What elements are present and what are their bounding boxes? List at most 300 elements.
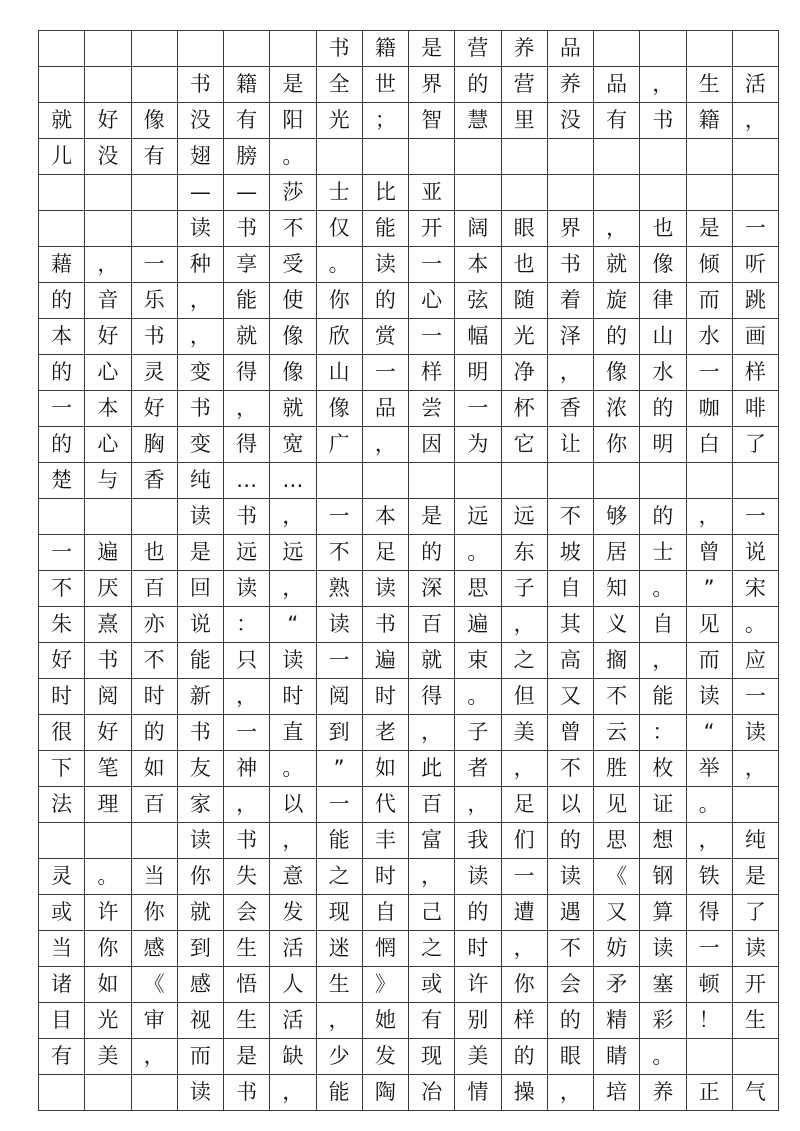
grid-cell-character: 与 bbox=[85, 463, 131, 499]
grid-cell-character: 自 bbox=[362, 895, 408, 931]
grid-cell-character: 读 bbox=[177, 823, 223, 859]
grid-cell-empty bbox=[85, 1075, 131, 1111]
grid-cell-character: 很 bbox=[39, 715, 85, 751]
grid-cell-character: ， bbox=[409, 715, 455, 751]
grid-cell-character: 书 bbox=[224, 823, 270, 859]
grid-cell-character: 没 bbox=[85, 139, 131, 175]
grid-cell-character: 营 bbox=[455, 31, 501, 67]
grid-cell-character: 士 bbox=[640, 535, 686, 571]
grid-cell-empty bbox=[501, 175, 547, 211]
grid-cell-character: 使 bbox=[270, 283, 316, 319]
grid-cell-character: 读 bbox=[224, 571, 270, 607]
grid-cell-character: 到 bbox=[177, 931, 223, 967]
grid-cell-empty bbox=[85, 499, 131, 535]
grid-cell-character: 发 bbox=[270, 895, 316, 931]
grid-cell-character: 欣 bbox=[316, 319, 362, 355]
grid-row bbox=[39, 391, 779, 427]
grid-cell-character: 本 bbox=[362, 499, 408, 535]
grid-cell-character: 或 bbox=[409, 967, 455, 1003]
grid-cell-character: 厌 bbox=[85, 571, 131, 607]
grid-cell-character: 阔 bbox=[455, 211, 501, 247]
grid-row bbox=[39, 535, 779, 571]
grid-cell-character: 像 bbox=[594, 355, 640, 391]
grid-cell-character: 应 bbox=[732, 643, 778, 679]
grid-cell-empty bbox=[85, 67, 131, 103]
grid-cell-character: ； bbox=[362, 103, 408, 139]
grid-cell-character: 一 bbox=[39, 535, 85, 571]
grid-cell-character: 像 bbox=[131, 103, 177, 139]
grid-cell-empty bbox=[594, 175, 640, 211]
grid-cell-character: 如 bbox=[131, 751, 177, 787]
grid-row bbox=[39, 715, 779, 751]
grid-cell-character: 感 bbox=[131, 931, 177, 967]
grid-cell-character: 新 bbox=[177, 679, 223, 715]
grid-cell-empty bbox=[177, 31, 223, 67]
grid-cell-character: 水 bbox=[686, 319, 732, 355]
grid-cell-character: 眼 bbox=[501, 211, 547, 247]
grid-cell-character: 心 bbox=[409, 283, 455, 319]
grid-cell-character: 举 bbox=[686, 751, 732, 787]
grid-cell-character: 好 bbox=[131, 391, 177, 427]
grid-cell-character: 律 bbox=[640, 283, 686, 319]
grid-cell-character: 不 bbox=[39, 571, 85, 607]
grid-cell-character: “ bbox=[270, 607, 316, 643]
grid-cell-character: 笔 bbox=[85, 751, 131, 787]
grid-cell-character: 书 bbox=[316, 31, 362, 67]
grid-cell-character: 其 bbox=[547, 607, 593, 643]
grid-cell-character: 一 bbox=[455, 391, 501, 427]
grid-cell-character: 许 bbox=[455, 967, 501, 1003]
grid-row bbox=[39, 967, 779, 1003]
grid-cell-character: 一 bbox=[316, 643, 362, 679]
grid-cell-character: 水 bbox=[640, 355, 686, 391]
grid-cell-character: 一 bbox=[316, 787, 362, 823]
grid-cell-character: 遍 bbox=[455, 607, 501, 643]
grid-row bbox=[39, 931, 779, 967]
grid-cell-empty bbox=[39, 67, 85, 103]
grid-cell-character: 一 bbox=[732, 211, 778, 247]
grid-cell-character: 美 bbox=[85, 1039, 131, 1075]
grid-cell-character: ， bbox=[455, 787, 501, 823]
grid-cell-character: 的 bbox=[39, 355, 85, 391]
grid-cell-character: 读 bbox=[640, 931, 686, 967]
grid-cell-empty bbox=[131, 823, 177, 859]
grid-cell-character: 如 bbox=[85, 967, 131, 1003]
grid-cell-character: 坡 bbox=[547, 535, 593, 571]
grid-cell-character: 诸 bbox=[39, 967, 85, 1003]
grid-cell-character: 像 bbox=[270, 355, 316, 391]
grid-cell-character: 明 bbox=[455, 355, 501, 391]
grid-cell-character: 读 bbox=[177, 499, 223, 535]
grid-cell-character: 宽 bbox=[270, 427, 316, 463]
grid-cell-character: 友 bbox=[177, 751, 223, 787]
grid-cell-character: 样 bbox=[501, 1003, 547, 1039]
grid-cell-character: 意 bbox=[270, 859, 316, 895]
grid-cell-character: 代 bbox=[362, 787, 408, 823]
grid-cell-character: 书 bbox=[547, 247, 593, 283]
grid-cell-character: ， bbox=[224, 679, 270, 715]
grid-cell-character: 远 bbox=[455, 499, 501, 535]
grid-cell-character: 曾 bbox=[547, 715, 593, 751]
grid-cell-character: 东 bbox=[501, 535, 547, 571]
grid-cell-character: 云 bbox=[594, 715, 640, 751]
grid-cell-character: 矛 bbox=[594, 967, 640, 1003]
grid-cell-empty bbox=[131, 499, 177, 535]
grid-cell-empty bbox=[39, 175, 85, 211]
grid-cell-character: 浓 bbox=[594, 391, 640, 427]
grid-cell-character: 审 bbox=[131, 1003, 177, 1039]
grid-row bbox=[39, 319, 779, 355]
grid-cell-empty bbox=[131, 175, 177, 211]
grid-cell-empty bbox=[316, 139, 362, 175]
grid-cell-character: 全 bbox=[316, 67, 362, 103]
grid-cell-character: 胸 bbox=[131, 427, 177, 463]
grid-cell-character: ： bbox=[640, 715, 686, 751]
grid-row bbox=[39, 823, 779, 859]
grid-cell-character: 阅 bbox=[316, 679, 362, 715]
grid-cell-character: 。 bbox=[640, 571, 686, 607]
grid-cell-character: — bbox=[224, 175, 270, 211]
grid-cell-character: 书 bbox=[224, 499, 270, 535]
grid-cell-character: 读 bbox=[732, 715, 778, 751]
grid-cell-character: 塞 bbox=[640, 967, 686, 1003]
grid-cell-character: — bbox=[177, 175, 223, 211]
grid-cell-character: 己 bbox=[409, 895, 455, 931]
grid-cell-character: 了 bbox=[732, 427, 778, 463]
grid-cell-character: 比 bbox=[362, 175, 408, 211]
grid-row bbox=[39, 139, 779, 175]
grid-cell-character: 一 bbox=[501, 859, 547, 895]
grid-cell-character: 本 bbox=[85, 391, 131, 427]
grid-cell-character: 遍 bbox=[362, 643, 408, 679]
grid-cell-character: 足 bbox=[501, 787, 547, 823]
grid-cell-character: 因 bbox=[409, 427, 455, 463]
grid-cell-character: 享 bbox=[224, 247, 270, 283]
grid-cell-character: 净 bbox=[501, 355, 547, 391]
grid-cell-character: 宋 bbox=[732, 571, 778, 607]
grid-cell-character: 精 bbox=[594, 1003, 640, 1039]
grid-cell-character: 不 bbox=[547, 931, 593, 967]
grid-cell-character: 你 bbox=[85, 931, 131, 967]
grid-cell-character: ， bbox=[270, 571, 316, 607]
grid-cell-character: ， bbox=[594, 211, 640, 247]
grid-cell-character: 你 bbox=[501, 967, 547, 1003]
grid-cell-character: 钢 bbox=[640, 859, 686, 895]
grid-cell-empty bbox=[455, 139, 501, 175]
grid-cell-character: 咖 bbox=[686, 391, 732, 427]
grid-cell-character: 弦 bbox=[455, 283, 501, 319]
grid-cell-character: 光 bbox=[316, 103, 362, 139]
grid-cell-character: 你 bbox=[131, 895, 177, 931]
grid-cell-empty bbox=[547, 139, 593, 175]
grid-cell-character: 发 bbox=[362, 1039, 408, 1075]
grid-cell-character: 时 bbox=[362, 859, 408, 895]
grid-cell-character: 又 bbox=[594, 895, 640, 931]
grid-cell-character: 杯 bbox=[501, 391, 547, 427]
grid-cell-character: 受 bbox=[270, 247, 316, 283]
grid-cell-character: 有 bbox=[224, 103, 270, 139]
grid-cell-character: 老 bbox=[362, 715, 408, 751]
grid-cell-character: 目 bbox=[39, 1003, 85, 1039]
grid-cell-character: 能 bbox=[640, 679, 686, 715]
grid-cell-character: 有 bbox=[594, 103, 640, 139]
grid-cell-character: 光 bbox=[85, 1003, 131, 1039]
grid-cell-character: 的 bbox=[547, 1003, 593, 1039]
grid-cell-empty bbox=[131, 211, 177, 247]
grid-cell-character: ， bbox=[640, 67, 686, 103]
grid-cell-empty bbox=[732, 463, 778, 499]
grid-cell-character: 自 bbox=[547, 571, 593, 607]
grid-cell-character: 养 bbox=[501, 31, 547, 67]
grid-cell-character: 得 bbox=[224, 427, 270, 463]
grid-cell-character: 籍 bbox=[224, 67, 270, 103]
grid-cell-character: 睛 bbox=[594, 1039, 640, 1075]
grid-cell-character: 的 bbox=[455, 895, 501, 931]
grid-cell-character: 富 bbox=[409, 823, 455, 859]
grid-cell-character: 生 bbox=[732, 1003, 778, 1039]
grid-cell-character: 一 bbox=[732, 499, 778, 535]
grid-cell-character: 朱 bbox=[39, 607, 85, 643]
grid-cell-character: 义 bbox=[594, 607, 640, 643]
grid-cell-character: 时 bbox=[131, 679, 177, 715]
grid-cell-character: 能 bbox=[177, 643, 223, 679]
grid-cell-empty bbox=[686, 463, 732, 499]
grid-cell-character: 籍 bbox=[686, 103, 732, 139]
grid-cell-character: 》 bbox=[362, 967, 408, 1003]
grid-cell-empty bbox=[362, 463, 408, 499]
grid-cell-character: 营 bbox=[501, 67, 547, 103]
grid-cell-character: 楚 bbox=[39, 463, 85, 499]
grid-cell-character: 一 bbox=[131, 247, 177, 283]
grid-cell-character: 亦 bbox=[131, 607, 177, 643]
grid-cell-character: 百 bbox=[409, 607, 455, 643]
grid-cell-character: 变 bbox=[177, 427, 223, 463]
grid-cell-character: 失 bbox=[224, 859, 270, 895]
grid-cell-character: 读 bbox=[177, 1075, 223, 1111]
grid-cell-character: 慧 bbox=[455, 103, 501, 139]
grid-cell-empty bbox=[409, 463, 455, 499]
grid-row bbox=[39, 1039, 779, 1075]
grid-cell-character: ” bbox=[686, 571, 732, 607]
grid-cell-character: 心 bbox=[85, 355, 131, 391]
grid-cell-character: 明 bbox=[640, 427, 686, 463]
grid-row bbox=[39, 1003, 779, 1039]
grid-cell-character: 活 bbox=[270, 931, 316, 967]
grid-cell-character: 的 bbox=[131, 715, 177, 751]
grid-cell-character: 子 bbox=[455, 715, 501, 751]
grid-cell-empty bbox=[640, 175, 686, 211]
grid-cell-empty bbox=[732, 787, 778, 823]
grid-cell-character: 神 bbox=[224, 751, 270, 787]
grid-cell-character: 就 bbox=[594, 247, 640, 283]
grid-cell-character: 的 bbox=[455, 67, 501, 103]
grid-cell-character: 思 bbox=[455, 571, 501, 607]
grid-cell-character: 但 bbox=[501, 679, 547, 715]
grid-cell-empty bbox=[686, 31, 732, 67]
grid-cell-character: 里 bbox=[501, 103, 547, 139]
grid-cell-character: 一 bbox=[409, 247, 455, 283]
grid-cell-empty bbox=[501, 139, 547, 175]
grid-cell-character: 书 bbox=[640, 103, 686, 139]
grid-cell-character: 书 bbox=[131, 319, 177, 355]
grid-cell-character: 她 bbox=[362, 1003, 408, 1039]
grid-cell-character: 百 bbox=[131, 571, 177, 607]
grid-cell-character: 如 bbox=[362, 751, 408, 787]
grid-cell-character: 阅 bbox=[85, 679, 131, 715]
grid-cell-character: 迷 bbox=[316, 931, 362, 967]
grid-cell-character: ， bbox=[270, 1075, 316, 1111]
grid-cell-character: 的 bbox=[501, 1039, 547, 1075]
grid-cell-character: 视 bbox=[177, 1003, 223, 1039]
grid-cell-character: 读 bbox=[547, 859, 593, 895]
grid-cell-character: ， bbox=[501, 751, 547, 787]
grid-cell-character: ， bbox=[501, 607, 547, 643]
grid-cell-character: 儿 bbox=[39, 139, 85, 175]
grid-cell-character: 能 bbox=[362, 211, 408, 247]
grid-cell-empty bbox=[85, 31, 131, 67]
grid-row bbox=[39, 859, 779, 895]
grid-cell-empty bbox=[686, 1039, 732, 1075]
grid-cell-character: 少 bbox=[316, 1039, 362, 1075]
grid-cell-empty bbox=[455, 463, 501, 499]
grid-row bbox=[39, 211, 779, 247]
grid-cell-character: 熟 bbox=[316, 571, 362, 607]
grid-cell-character: 百 bbox=[409, 787, 455, 823]
grid-cell-character: 书 bbox=[85, 643, 131, 679]
grid-cell-character: ， bbox=[131, 1039, 177, 1075]
grid-cell-character: 变 bbox=[177, 355, 223, 391]
grid-cell-character: 有 bbox=[409, 1003, 455, 1039]
grid-cell-character: 。 bbox=[455, 535, 501, 571]
grid-cell-character: 一 bbox=[409, 319, 455, 355]
grid-cell-character: 当 bbox=[131, 859, 177, 895]
grid-cell-character: 好 bbox=[39, 643, 85, 679]
grid-cell-character: 居 bbox=[594, 535, 640, 571]
grid-cell-character: 足 bbox=[362, 535, 408, 571]
grid-cell-empty bbox=[455, 175, 501, 211]
grid-cell-character: 没 bbox=[547, 103, 593, 139]
grid-cell-empty bbox=[640, 463, 686, 499]
grid-cell-character: 远 bbox=[270, 535, 316, 571]
grid-cell-character: 是 bbox=[270, 67, 316, 103]
grid-cell-character: 仅 bbox=[316, 211, 362, 247]
grid-cell-character: 香 bbox=[547, 391, 593, 427]
grid-cell-character: 一 bbox=[686, 931, 732, 967]
grid-cell-character: 知 bbox=[594, 571, 640, 607]
grid-cell-character: 算 bbox=[640, 895, 686, 931]
grid-cell-character: 说 bbox=[732, 535, 778, 571]
grid-cell-character: 籍 bbox=[362, 31, 408, 67]
grid-cell-character: 书 bbox=[224, 1075, 270, 1111]
grid-cell-character: 之 bbox=[501, 643, 547, 679]
grid-cell-character: ， bbox=[640, 643, 686, 679]
grid-cell-character: 此 bbox=[409, 751, 455, 787]
grid-row bbox=[39, 427, 779, 463]
grid-cell-character: 熹 bbox=[85, 607, 131, 643]
grid-cell-character: 的 bbox=[547, 823, 593, 859]
grid-cell-character: 灵 bbox=[131, 355, 177, 391]
grid-cell-character: 乐 bbox=[131, 283, 177, 319]
grid-cell-character: 纯 bbox=[732, 823, 778, 859]
grid-cell-character: 开 bbox=[409, 211, 455, 247]
grid-row bbox=[39, 175, 779, 211]
grid-cell-character: 有 bbox=[131, 139, 177, 175]
grid-cell-character: 好 bbox=[85, 715, 131, 751]
grid-cell-character: 搁 bbox=[594, 643, 640, 679]
grid-cell-character: 藉 bbox=[39, 247, 85, 283]
grid-cell-character: 的 bbox=[640, 499, 686, 535]
grid-cell-character: 让 bbox=[547, 427, 593, 463]
grid-cell-character: 而 bbox=[177, 1039, 223, 1075]
grid-cell-character: 情 bbox=[455, 1075, 501, 1111]
grid-cell-character: 只 bbox=[224, 643, 270, 679]
grid-cell-character: 是 bbox=[224, 1039, 270, 1075]
grid-row bbox=[39, 31, 779, 67]
grid-cell-character: … bbox=[224, 463, 270, 499]
grid-cell-character: 的 bbox=[640, 391, 686, 427]
grid-row bbox=[39, 607, 779, 643]
grid-cell-character: 读 bbox=[455, 859, 501, 895]
grid-cell-character: 《 bbox=[594, 859, 640, 895]
grid-cell-character: 见 bbox=[686, 607, 732, 643]
grid-cell-character: ， bbox=[547, 1075, 593, 1111]
grid-cell-character: 又 bbox=[547, 679, 593, 715]
grid-cell-character: 许 bbox=[85, 895, 131, 931]
grid-cell-character: 悟 bbox=[224, 967, 270, 1003]
grid-cell-character: 操 bbox=[501, 1075, 547, 1111]
grid-cell-character: 得 bbox=[409, 679, 455, 715]
grid-cell-character: 山 bbox=[316, 355, 362, 391]
grid-cell-character: 曾 bbox=[686, 535, 732, 571]
grid-row bbox=[39, 895, 779, 931]
grid-row bbox=[39, 463, 779, 499]
grid-cell-character: 远 bbox=[501, 499, 547, 535]
grid-cell-empty bbox=[224, 31, 270, 67]
grid-cell-character: 或 bbox=[39, 895, 85, 931]
grid-cell-character: 深 bbox=[409, 571, 455, 607]
grid-cell-character: 的 bbox=[409, 535, 455, 571]
grid-cell-character: 会 bbox=[547, 967, 593, 1003]
grid-cell-character: 我 bbox=[455, 823, 501, 859]
grid-cell-empty bbox=[131, 67, 177, 103]
grid-cell-character: 没 bbox=[177, 103, 223, 139]
grid-cell-character: 。 bbox=[455, 679, 501, 715]
grid-cell-character: 感 bbox=[177, 967, 223, 1003]
grid-cell-character: 枚 bbox=[640, 751, 686, 787]
grid-cell-character: 彩 bbox=[640, 1003, 686, 1039]
grid-cell-character: 。 bbox=[270, 751, 316, 787]
grid-cell-character: … bbox=[270, 463, 316, 499]
grid-cell-character: 听 bbox=[732, 247, 778, 283]
grid-cell-character: 冶 bbox=[409, 1075, 455, 1111]
grid-cell-empty bbox=[131, 31, 177, 67]
grid-cell-character: 以 bbox=[547, 787, 593, 823]
grid-cell-character: 到 bbox=[316, 715, 362, 751]
grid-cell-character: 旋 bbox=[594, 283, 640, 319]
grid-cell-character: 它 bbox=[501, 427, 547, 463]
grid-cell-character: 说 bbox=[177, 607, 223, 643]
grid-cell-character: 别 bbox=[455, 1003, 501, 1039]
grid-cell-character: 界 bbox=[547, 211, 593, 247]
grid-cell-character: 惘 bbox=[362, 931, 408, 967]
grid-cell-character: 幅 bbox=[455, 319, 501, 355]
grid-cell-character: 正 bbox=[686, 1075, 732, 1111]
grid-cell-character: 也 bbox=[501, 247, 547, 283]
grid-row bbox=[39, 1075, 779, 1111]
grid-cell-character: 不 bbox=[270, 211, 316, 247]
grid-cell-character: 不 bbox=[316, 535, 362, 571]
grid-cell-character: ， bbox=[270, 823, 316, 859]
